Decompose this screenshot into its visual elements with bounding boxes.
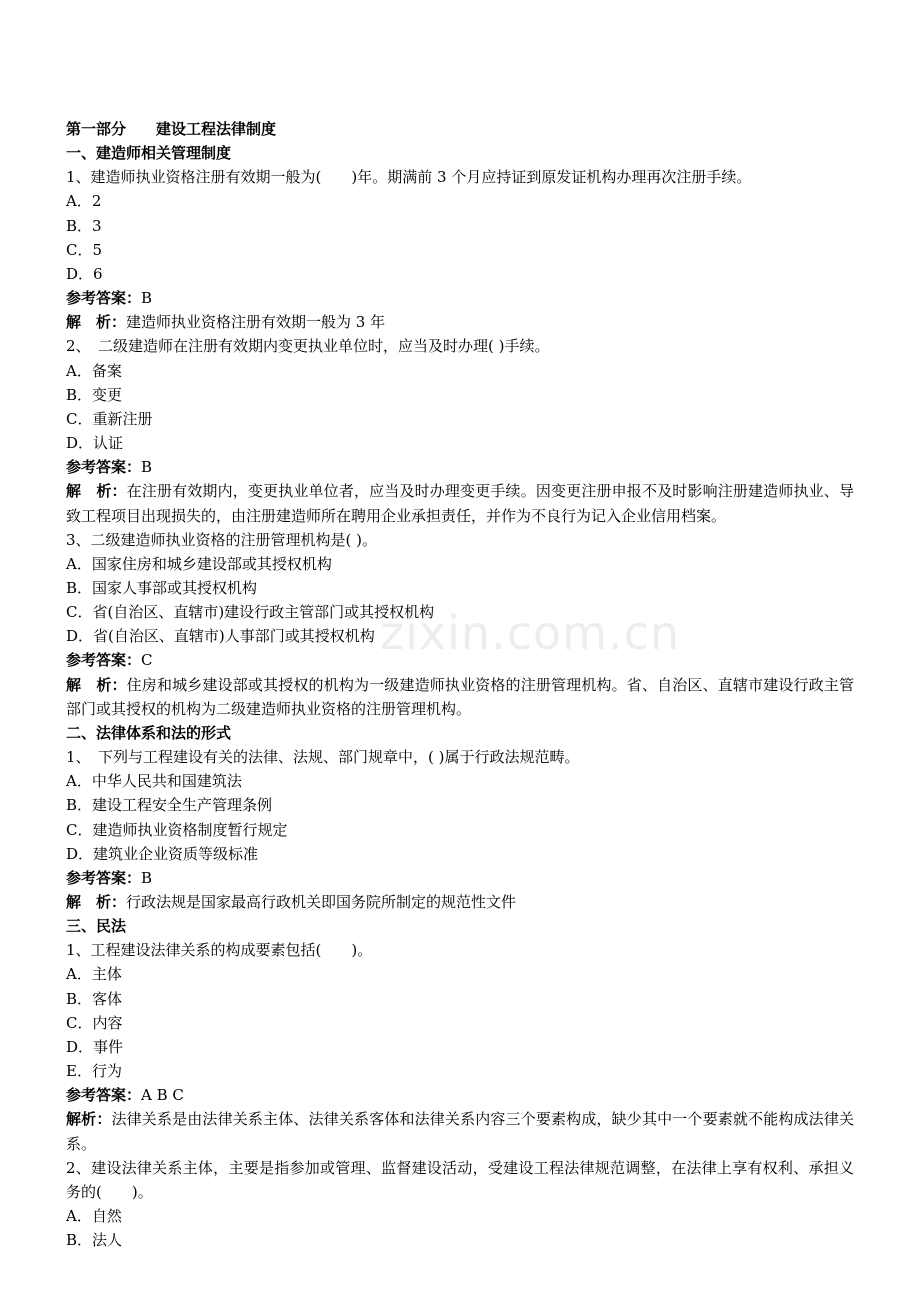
- option: C．5: [66, 240, 103, 259]
- option: A．自然: [66, 1207, 122, 1226]
- option: B．建设工程安全生产管理条例: [66, 796, 273, 815]
- answer-label: 参考答案：: [66, 1086, 142, 1105]
- option: B．3: [66, 216, 102, 235]
- answer-label: 参考答案：: [66, 868, 142, 887]
- answer-value: C: [141, 651, 153, 670]
- answer-value: B: [141, 289, 153, 308]
- question-text: 2、 二级建造师在注册有效期内变更执业单位时，应当及时办理( )手续。: [66, 337, 550, 356]
- analysis-line: [66, 479, 854, 527]
- doc-title: 第一部分 建设工程法律制度: [66, 120, 277, 138]
- section-heading: 二、法律体系和法的形式: [66, 723, 232, 742]
- option: C．重新注册: [66, 409, 153, 428]
- option: B．国家人事部或其授权机构: [66, 578, 258, 597]
- document-body: [66, 117, 854, 1252]
- option: A．备案: [66, 361, 122, 380]
- analysis-line: [66, 310, 854, 334]
- analysis-text: 住房和城乡建设部或其授权的机构为一级建造师执业资格的注册管理机构。省、自治区、直辖市建设行政主管部门或其授权的机构为二级建造师执业资格的注册管理机构。: [66, 675, 854, 718]
- option: C．内容: [66, 1013, 123, 1032]
- answer-value: B: [141, 458, 153, 477]
- answer-line: [66, 455, 854, 479]
- option: A．中华人民共和国建筑法: [66, 772, 242, 791]
- section-heading: 一、建造师相关管理制度: [66, 144, 232, 163]
- answer-line: [66, 1083, 854, 1107]
- answer-label: 参考答案：: [66, 651, 142, 670]
- analysis-line: [66, 673, 854, 721]
- option: D．6: [66, 264, 103, 283]
- question-text: 1、建造师执业资格注册有效期一般为( )年。期满前 3 个月应持证到原发证机构办理再次注册手续。: [66, 168, 752, 187]
- option: D．建筑业企业资质等级标准: [66, 844, 259, 863]
- option: A．国家住房和城乡建设部或其授权机构: [66, 554, 332, 573]
- analysis-text: 行政法规是国家最高行政机关即国务院所制定的规范性文件: [126, 893, 517, 911]
- option: A．2: [66, 192, 102, 211]
- analysis-text: 在注册有效期内，变更执业单位者，应当及时办理变更手续。因变更注册申报不及时影响注册建造师执业、导致工程项目出现损失的，由注册建造师所在聘用企业承担责任，并作为不良行为记入企业信用档案。: [66, 482, 854, 525]
- question-text: 2、建设法律关系主体，主要是指参加或管理、监督建设活动，受建设工程法律规范调整，在法律上享有权利、承担义务的( )。: [66, 1158, 854, 1201]
- option: D．事件: [66, 1037, 124, 1056]
- answer-value: B: [141, 868, 153, 887]
- answer-label: 参考答案：: [66, 458, 142, 477]
- analysis-line: [66, 890, 854, 914]
- question-text: 1、工程建设法律关系的构成要素包括( )。: [66, 941, 373, 960]
- option: E．行为: [66, 1062, 122, 1081]
- analysis-label: 解 析：: [66, 675, 127, 694]
- option: D．认证: [66, 434, 124, 453]
- answer-label: 参考答案：: [66, 289, 142, 308]
- section-heading: 三、民法: [66, 917, 127, 936]
- answer-line: [66, 286, 854, 310]
- analysis-text: 建造师执业资格注册有效期一般为 3 年: [126, 313, 386, 332]
- analysis-label: 解 析：: [66, 482, 127, 501]
- answer-line: [66, 866, 854, 890]
- option: C．省(自治区、直辖市)建设行政主管部门或其授权机构: [66, 603, 435, 622]
- option: B．客体: [66, 989, 123, 1008]
- watermark: zixin.com.cn: [380, 606, 681, 660]
- option: A．主体: [66, 965, 122, 984]
- option: B．变更: [66, 385, 123, 404]
- analysis-line: [66, 1107, 854, 1155]
- option: B．法人: [66, 1231, 123, 1250]
- option: C．建造师执业资格制度暂行规定: [66, 820, 288, 839]
- analysis-label: 解 析：: [66, 313, 127, 332]
- question-text: 1、 下列与工程建设有关的法律、法规、部门规章中，( )属于行政法规范畴。: [66, 748, 580, 767]
- question-text: 3、二级建造师执业资格的注册管理机构是( )。: [66, 530, 378, 549]
- analysis-label: 解 析：: [66, 893, 127, 911]
- answer-value: A B C: [141, 1086, 184, 1105]
- option: D．省(自治区、直辖市)人事部门或其授权机构: [66, 627, 375, 646]
- analysis-text: 法律关系是由法律关系主体、法律关系客体和法律关系内容三个要素构成，缺少其中一个要素就不能构成法律关系。: [66, 1110, 854, 1153]
- analysis-label: 解析：: [66, 1110, 112, 1129]
